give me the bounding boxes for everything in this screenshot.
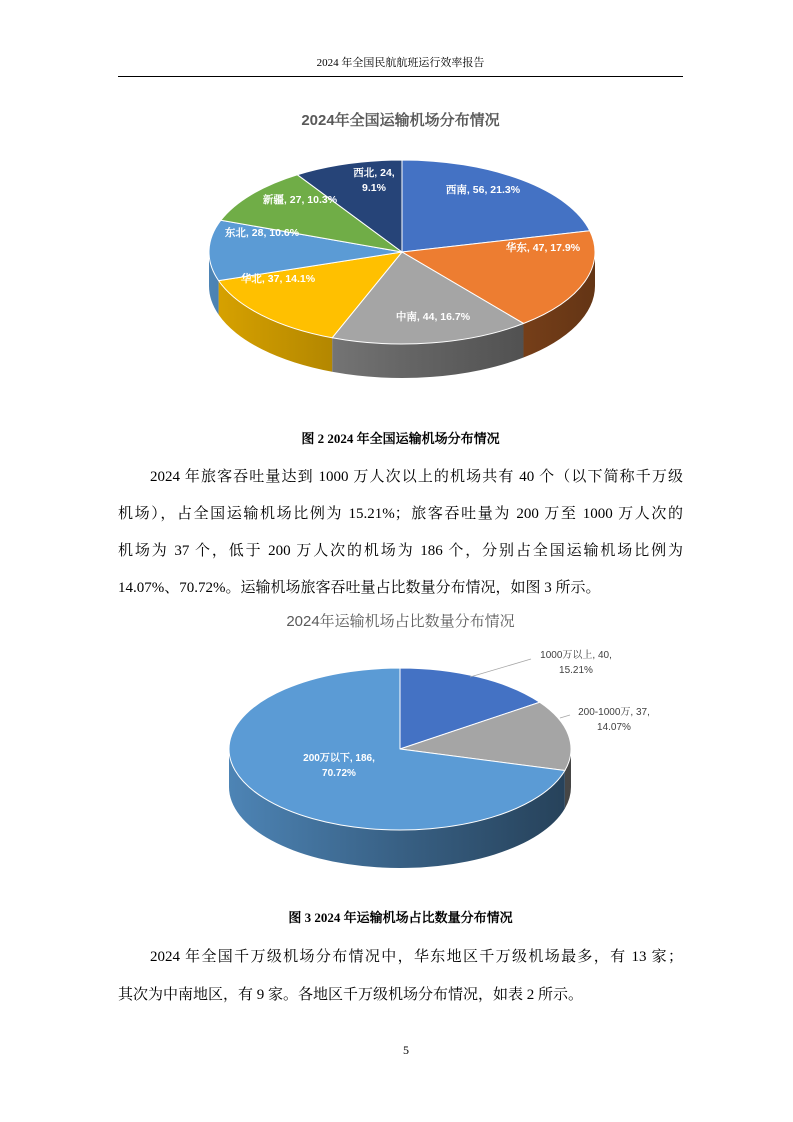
data-label-value: 186 <box>355 753 373 764</box>
leader-line <box>470 659 531 677</box>
data-label-value: 56 <box>472 184 485 196</box>
data-label-separator: , <box>434 311 441 323</box>
data-label-percent: 14.07% <box>597 722 631 733</box>
data-label-separator: , <box>630 707 636 718</box>
data-label-separator: , <box>466 184 473 196</box>
data-label-category: 华北 <box>240 273 262 285</box>
pie-data-label <box>506 241 581 254</box>
data-label-separator: , <box>245 227 252 239</box>
data-label-value: 27 <box>289 194 302 206</box>
data-label-separator: , <box>283 194 290 206</box>
data-label-category: 1000万以上 <box>540 650 593 661</box>
data-label-separator: , <box>592 650 598 661</box>
data-label-value: 37 <box>635 707 648 718</box>
header-rule <box>118 76 683 77</box>
data-label-percent: 15.21% <box>559 665 593 676</box>
page-number: 5 <box>403 1043 409 1057</box>
data-label-percent: 17.9% <box>550 242 581 254</box>
data-label-separator: , <box>374 167 381 179</box>
data-label-separator: , <box>301 194 308 206</box>
data-label-percent: 9.1% <box>362 182 386 194</box>
paragraph-line: 其次为中南地区，有 9 家。各地区千万级机场分布情况，如表 2 所示。 <box>118 987 584 1003</box>
data-label-percent: 70.72% <box>322 768 356 779</box>
data-label-value: 44 <box>422 311 435 323</box>
data-label-category: 新疆 <box>262 194 284 206</box>
data-label-value: 37 <box>267 273 280 285</box>
data-label-percent: 16.7% <box>440 311 471 323</box>
data-label-category: 西北 <box>353 167 375 179</box>
data-label-separator: , <box>609 650 612 661</box>
pie-top-faces <box>229 668 571 830</box>
data-label-percent: 10.6% <box>269 227 300 239</box>
data-label-separator: , <box>647 707 650 718</box>
paragraph-line: 机场），占全国运输机场比例为 15.21%；旅客吞吐量为 200 万至 1000 万人次的 <box>118 506 683 522</box>
pie-data-label <box>263 193 338 206</box>
figure-caption: 图 2 2024 年全国运输机场分布情况 <box>301 431 500 446</box>
data-label-value: 40 <box>597 650 610 661</box>
data-label-separator: , <box>416 311 423 323</box>
data-label-separator: , <box>544 242 551 254</box>
paragraph-line: 2024 年全国千万级机场分布情况中，华东地区千万级机场最多，有 13 家； <box>150 949 683 965</box>
figure-caption: 图 3 2024 年运输机场占比数量分布情况 <box>288 910 513 925</box>
data-label-separator: , <box>391 167 395 179</box>
paragraph-line: 14.07%、70.72%。运输机场旅客吞吐量占比数量分布情况，如图 3 所示。 <box>118 580 601 596</box>
pie-chart-share-distribution <box>215 640 670 880</box>
pie-data-label <box>241 272 316 285</box>
chart-title: 2024年全国运输机场分布情况 <box>301 112 500 129</box>
data-label-category: 中南 <box>395 311 417 323</box>
data-label-separator: , <box>261 273 268 285</box>
pie-chart-airport-distribution <box>190 140 620 400</box>
data-label-separator: , <box>263 227 270 239</box>
data-label-separator: , <box>349 753 356 764</box>
pie-data-label <box>396 310 471 323</box>
data-label-value: 28 <box>251 227 264 239</box>
data-label-value: 47 <box>532 242 545 254</box>
pie-data-label <box>578 706 650 733</box>
running-header: 2024 年全国民航航班运行效率报告 <box>316 57 485 69</box>
data-label-category: 东北 <box>224 227 246 239</box>
leader-line <box>560 715 570 718</box>
data-label-separator: , <box>372 753 375 764</box>
chart-title: 2024年运输机场占比数量分布情况 <box>286 613 515 630</box>
data-label-percent: 10.3% <box>307 194 338 206</box>
data-label-percent: 21.3% <box>490 184 521 196</box>
pie-data-label <box>540 648 612 676</box>
data-label-percent: 14.1% <box>285 273 316 285</box>
data-label-separator: , <box>484 184 491 196</box>
data-label-separator: , <box>279 273 286 285</box>
data-label-category: 200-1000万 <box>578 707 631 718</box>
paragraph-line: 2024 年旅客吞吐量达到 1000 万人次以上的机场共有 40 个（以下简称千万级 <box>150 469 683 485</box>
pie-data-label <box>225 226 300 239</box>
pie-data-label <box>446 183 521 196</box>
data-label-category: 200万以下 <box>303 753 350 764</box>
paragraph-line: 机场为 37 个，低于 200 万人次的机场为 186 个，分别占全国运输机场比例为 <box>118 543 683 559</box>
data-label-value: 24 <box>380 167 392 179</box>
data-label-separator: , <box>526 242 533 254</box>
data-label-category: 西南 <box>445 184 467 196</box>
data-label-category: 华东 <box>505 242 527 254</box>
